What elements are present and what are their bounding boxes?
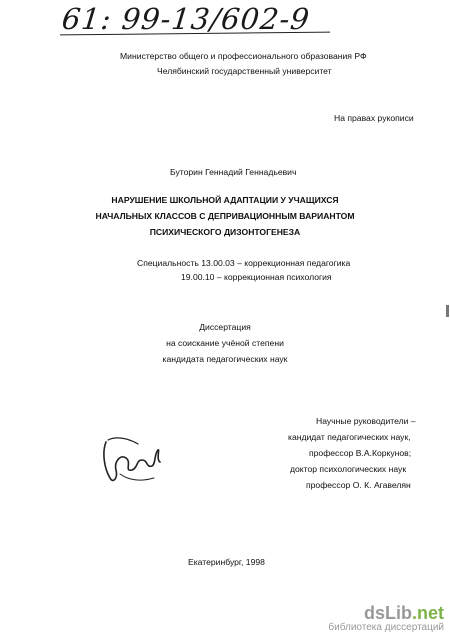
supervisor-1-degree: кандидат педагогических наук, [288, 432, 411, 442]
supervisor-1-name: профессор В.А.Коркунов; [309, 448, 412, 458]
title-line-2: НАЧАЛЬНЫХ КЛАССОВ С ДЕПРИВАЦИОННЫМ ВАРИАНТОМ [95, 211, 355, 221]
title-line-1: НАРУШЕНИЕ ШКОЛЬНОЙ АДАПТАЦИИ У УЧАЩИХСЯ [111, 195, 339, 205]
archive-code-handwritten: 61: 99-13/602-9 [60, 2, 312, 36]
degree-line-1: на соискание учёной степени [166, 338, 284, 348]
watermark-logo-main: dsLib [363, 603, 412, 623]
title-line-3: ПСИХИЧЕСКОГО ДИЗОНТОГЕНЕЗА [149, 227, 301, 237]
watermark-logo [328, 603, 444, 624]
supervisors-heading: Научные руководители – [316, 416, 416, 426]
handwritten-signature [98, 432, 168, 492]
ministry-line: Министерство общего и профессионального образования РФ [120, 51, 367, 61]
watermark-subtitle: библиотека диссертаций [328, 622, 444, 633]
specialty-line-1: Специальность 13.00.03 – коррекционная педагогика [137, 258, 351, 268]
city-year: Екатеринбург, 1998 [188, 557, 265, 567]
dissertation-label: Диссертация [199, 322, 251, 332]
watermark-logo-tld: .net [411, 603, 444, 623]
specialty-line-2: 19.00.10 – коррекционная психология [181, 272, 332, 282]
supervisor-2-name: профессор О. К. Агавелян [306, 480, 411, 490]
page-edge-mark [446, 305, 449, 317]
rights-note: На правах рукописи [334, 113, 414, 123]
degree-line-2: кандидата педагогических наук [162, 354, 288, 364]
supervisor-2-degree: доктор психологических наук [290, 464, 407, 474]
author-name: Буторин Геннадий Геннадьевич [170, 167, 297, 177]
watermark [328, 603, 444, 633]
university-line: Челябинский государственный университет [157, 66, 332, 76]
